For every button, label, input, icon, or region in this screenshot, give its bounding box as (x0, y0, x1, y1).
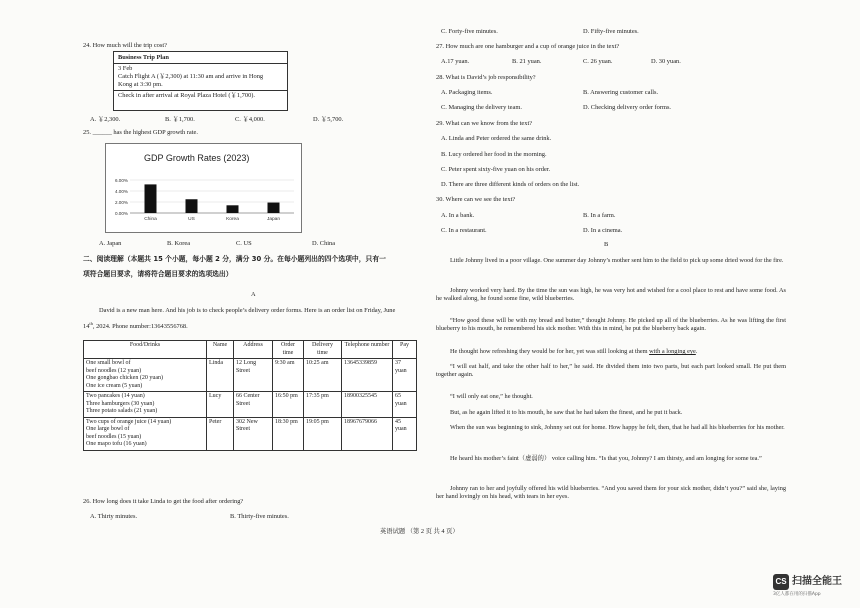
passage-b-para-4 (436, 348, 786, 356)
gdp-chart (105, 143, 302, 233)
x-tick-label: Korea (226, 217, 239, 222)
y-tick-label: 6.00% (114, 177, 128, 183)
cell-delivery-time: 19:05 pm (304, 417, 342, 450)
date-suffix: th (89, 321, 93, 326)
q24-option-c[interactable]: C. ￥4,000. (235, 116, 265, 123)
y-tick-label: 0.00% (114, 210, 128, 216)
q28-option-a[interactable]: A. Packaging items. (441, 89, 493, 96)
section-2-heading-cont: 项符合题目要求，请将符合题目要求的选项选出） (83, 270, 233, 278)
q29-stem: 29. What can we know from the text? (436, 120, 533, 127)
th-delivery-time: Delivery time (304, 341, 342, 359)
q30-stem: 30. Where can we see the text? (436, 196, 516, 203)
q29-option-b[interactable]: B. Lucy ordered her food in the morning. (441, 151, 547, 158)
plan-line-2: Kong at 3:30 pm. (118, 81, 163, 88)
q25-option-c[interactable]: C. US (236, 240, 252, 247)
q29-option-a[interactable]: A. Linda and Peter ordered the same drink. (441, 135, 552, 142)
q27-option-a[interactable]: A.17 yuan. (441, 58, 470, 65)
x-tick-label: US (188, 217, 195, 222)
th-name: Name (207, 341, 234, 359)
cell-name: Lucy (207, 392, 234, 418)
section-2-heading: 二、阅读理解（本题共 15 个小题，每小题 2 分，满分 30 分。在每小题列出的四个选项中，只有一 (83, 255, 386, 263)
q26-stem: 26. How long does it take Linda to get the food after ordering? (83, 498, 244, 505)
cell-pay: 45 yuan (393, 417, 417, 450)
scanner-name: 扫描全能王 (792, 575, 842, 587)
passage-b-para-7: But, as he again lifted it to his mouth, he saw that he had taken the finest, and he put it back. (450, 409, 683, 416)
cell-food (84, 392, 207, 418)
q28-option-c[interactable]: C. Managing the delivery team. (441, 104, 522, 111)
passage-a-letter: A (251, 291, 256, 298)
passage-a-intro: David is a new man here. And his job is to check people’s delivery order forms. Here is an order list on Friday, June (99, 307, 396, 314)
plan-title: Business Trip Plan (118, 54, 169, 61)
q26-option-c[interactable]: C. Forty-five minutes. (441, 28, 498, 35)
q29-option-d[interactable]: D. There are three different kinds of orders on the list. (441, 181, 580, 188)
passage-b-para-1: Little Johnny lived in a poor village. One summer day Johnny’s mother sent him to the field to pick up some dried wood for the fire. (450, 257, 784, 264)
cell-order-time: 9:30 am (273, 359, 304, 392)
food-line: Two pancakes (14 yuan) (86, 393, 145, 399)
q28-stem: 28. What is David’s job responsibility? (436, 74, 536, 81)
food-line: Three hamburgers (30 yuan) (86, 400, 155, 407)
passage-b-para-5: “I will eat half, and take the other half to her,” he said. He divided them into two parts, but each part looked small. He put them together again. (436, 363, 786, 378)
q25-option-d[interactable]: D. China (312, 240, 336, 247)
order-table (83, 340, 417, 451)
q24-stem: 24. How much will the trip cost? (83, 42, 167, 49)
food-line: beef noodles (15 yuan) (86, 433, 142, 440)
q28-option-b[interactable]: B. Answering customer calls. (583, 89, 659, 96)
q24-option-b[interactable]: B. ￥1,700. (165, 116, 195, 123)
q26-option-d[interactable]: D. Fifty-five minutes. (583, 28, 639, 35)
th-pay: Pay (393, 341, 417, 359)
cell-address: 66 Center Street (234, 392, 273, 418)
bar-korea (227, 205, 239, 213)
cell-address: 302 New Street (234, 417, 273, 450)
table-header-row (84, 341, 417, 359)
plan-date: 3 Feb (118, 65, 133, 72)
cell-name: Linda (207, 359, 234, 392)
food-line: Two cups of orange juice (14 yuan) (86, 418, 172, 425)
cell-delivery-time: 17:35 pm (304, 392, 342, 418)
chart-title: GDP Growth Rates (2023) (144, 153, 250, 163)
cell-pay: 37 yuan (393, 359, 417, 392)
q27-option-c[interactable]: C. 26 yuan. (583, 58, 613, 65)
q24-option-d[interactable]: D. ￥5,700. (313, 116, 344, 123)
food-line: One mapo tofu (16 yuan) (86, 441, 147, 447)
passage-b-para-9: He heard his mother’s faint（虚弱的） voice calling him. “Is that you, Johnny? I am thirsty, and am longing for some tea.” (450, 455, 762, 462)
x-tick-label: Japan (266, 217, 281, 222)
cell-food (84, 417, 207, 450)
table-row-peter (84, 417, 417, 450)
q30-option-b[interactable]: B. In a farm. (583, 212, 616, 219)
date-rest: , 2024. Phone number:13643556768. (92, 323, 188, 331)
q25-stem: 25. ______ has the highest GDP growth rate. (83, 129, 198, 136)
cell-telephone: 18967679066 (342, 417, 393, 450)
cell-food (84, 359, 207, 392)
food-line: One large bowl of (86, 426, 130, 432)
q26-option-a[interactable]: A. Thirty minutes. (90, 513, 138, 520)
bar-us (186, 199, 198, 213)
food-line: beef noodles (12 yuan) (86, 367, 142, 374)
passage-a-intro-date (83, 321, 188, 331)
page-footer: 英语试题 （第 2 页 共 4 页） (380, 528, 459, 535)
cell-pay: 65 yuan (393, 392, 417, 418)
q27-option-b[interactable]: B. 21 yuan. (512, 58, 542, 65)
x-tick-label: China (144, 217, 157, 222)
passage-b-para-8: When the sun was beginning to sink, Johnny set out for home. How happy he felt, then, that he had all his blueberries for his mother. (450, 424, 785, 431)
para-4-text: He thought how refreshing they would be for her, yet was still looking at them (450, 348, 650, 355)
scanner-tagline: 3亿人都在用的扫描App (773, 592, 821, 597)
food-line: One gongbao chicken (20 yuan) (86, 375, 163, 381)
table-row-linda (84, 359, 417, 392)
cell-telephone: 13645339859 (342, 359, 393, 392)
th-address: Address (234, 341, 273, 359)
th-food: Food/Drinks (84, 341, 207, 359)
passage-b-para-6: “I will only eat one,” he thought. (450, 393, 533, 400)
passage-b-para-10: Johnny ran to her and joyfully offered his wild blueberries. “And you saved them for your sick mother, didn’t you?” said she, laying her hand lovingly on his head, with tears in her eyes. (436, 485, 786, 500)
y-tick-label: 4.00% (114, 188, 128, 194)
bar-china (145, 184, 157, 213)
food-line: One ice cream (5 yuan) (86, 382, 143, 389)
food-line: Three potato salads (21 yuan) (86, 408, 158, 414)
bar-japan (268, 203, 280, 213)
cell-order-time: 16:50 pm (273, 392, 304, 418)
business-trip-plan (113, 51, 288, 111)
table-row-lucy (84, 392, 417, 418)
underlined-phrase: with a longing eye (649, 348, 696, 355)
q26-option-b[interactable]: B. Thirty-five minutes. (230, 513, 289, 520)
food-line: One small bowl of (86, 360, 131, 366)
scanner-logo-icon: CS (773, 574, 789, 590)
cell-name: Peter (207, 417, 234, 450)
plan-line-3: Check in after arrival at Royal Plaza Hotel (￥1,700). (118, 92, 255, 99)
cell-telephone: 18900325545 (342, 392, 393, 418)
q30-option-a[interactable]: A. In a bank. (441, 212, 475, 219)
th-order-time: Order time (273, 341, 304, 359)
plan-line-1: Catch Flight A (￥2,300) at 11:30 am and arrive in Hong (118, 73, 264, 80)
q24-option-a[interactable]: A. ￥2,300. (90, 116, 121, 123)
q30-option-c[interactable]: C. In a restaurant. (441, 227, 487, 234)
gdp-chart-svg (106, 144, 301, 232)
q25-option-b[interactable]: B. Korea (167, 240, 191, 247)
cell-address: 12 Long Street (234, 359, 273, 392)
q27-option-d[interactable]: D. 30 yuan. (651, 58, 681, 65)
scanner-watermark (773, 574, 842, 598)
q25-option-a[interactable]: A. Japan (99, 240, 122, 247)
q30-option-d[interactable]: D. In a cinema. (583, 227, 623, 234)
cell-order-time: 18:30 pm (273, 417, 304, 450)
passage-b-para-2: Johnny worked very hard. By the time the sun was high, he was very hot and wished for a cool place to rest and have some food. As he walked along, he found some fine, wild blueberries. (436, 287, 786, 302)
q27-stem: 27. How much are one hamburger and a cup of orange juice in the text? (436, 43, 620, 50)
passage-b-para-3: “How good these will be with my bread and butter,” thought Johnny. He picked up all of the blueberries. As he was lifting the first blueberry to his mouth, he remembered his sick mother. With this in mind, he put the blueberry back again. (436, 317, 786, 332)
q28-option-d[interactable]: D. Checking delivery order forms. (583, 104, 672, 111)
cell-delivery-time: 10:25 am (304, 359, 342, 392)
th-telephone: Telephone number (342, 341, 393, 359)
para-4-end: . (695, 348, 698, 355)
passage-b-letter: B (604, 241, 609, 248)
y-tick-label: 2.00% (114, 199, 128, 205)
q29-option-c[interactable]: C. Peter spent sixty-five yuan on his order. (441, 166, 551, 173)
date-day: 14 (83, 323, 90, 331)
